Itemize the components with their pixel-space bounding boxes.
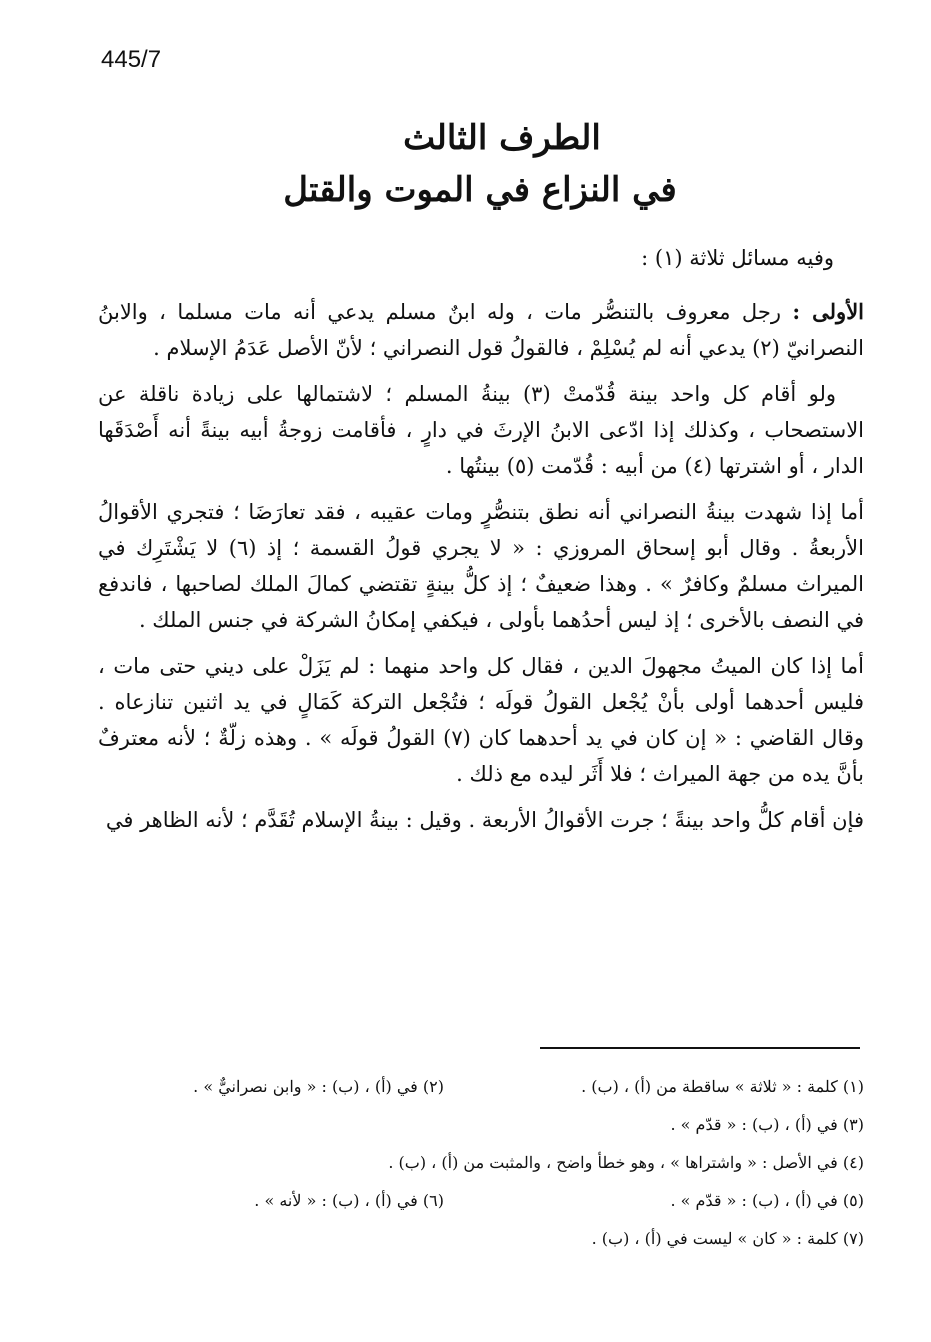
footnote-5: (٥) في (أ) ، (ب) : « قدّم » . bbox=[670, 1191, 864, 1210]
section-subtitle: في النزاع في الموت والقتل bbox=[283, 170, 677, 210]
paragraph: ولو أقام كل واحد بينة قُدّمتْ (٣) بينةُ المسلم ؛ لاشتمالها على زيادة ناقلة عن الاستصحاب ، وكذلك إذا ادّعى الابنُ الإرثَ في دارٍ ، فأقامت زوجةُ أبيه بينةً أنه أَصْدَقَها الدار ، أو اشترتها (٤) من أبيه : قُدّمت (٥) بينتُها . bbox=[98, 382, 864, 478]
paragraph: أما إذا كان الميتُ مجهولَ الدين ، فقال كل واحد منهما : لم يَزَلْ على ديني حتى مات ، فليس أحدهما أولى بأنْ يُجْعل القولُ قولَه ؛ فتُجْعل التركة كَمَالٍ في يد اثنين تنازعاه . وقال القاضي : « إن كان في يد أحدهما كان (٧) القولُ قولَه » . وهذه زلّةٌ ؛ لأنه معترفٌ بأنَّ يده من جهة الميراث ؛ فلا أَثَر ليده مع ذلك . bbox=[98, 654, 864, 786]
footnote-row bbox=[100, 1220, 864, 1258]
main-text bbox=[98, 240, 864, 848]
footnote-row bbox=[100, 1144, 864, 1182]
section-title: الطرف الثالث bbox=[403, 118, 601, 158]
footnotes bbox=[100, 1068, 864, 1258]
footnote-row bbox=[100, 1106, 864, 1144]
paragraph-first-issue bbox=[98, 294, 864, 366]
footnote-7: (٧) كلمة : « كان » ليست في (أ) ، (ب) . bbox=[591, 1229, 864, 1248]
paragraph: أما إذا شهدت بينةُ النصراني أنه نطق بتنصُّرٍ ومات عقيبه ، فقد تعارَضَا ؛ فتجري الأقوالُ الأربعةُ . وقال أبو إسحاق المروزي : « لا يجري قولُ القسمة ؛ إذ (٦) لا يَشْتَرِك في الميراث مسلمٌ وكافرٌ » . وهذا ضعيفٌ ؛ إذ كلُّ بينةٍ تقتضي كمالَ الملك لصاحبها ، فاندفع في النصف بالأخرى ؛ إذ ليس أحدُهما بأولى ، فيكفي إمكانُ الشركة في جنس الملك . bbox=[98, 500, 864, 632]
paragraph: فإن أقام كلُّ واحد بينةً ؛ جرت الأقوالُ الأربعة . وقيل : بينةُ الإسلام تُقَدَّم ؛ لأنه الظاهر في bbox=[105, 808, 864, 832]
footnote-1: (١) كلمة : « ثلاثة » ساقطة من (أ) ، (ب) . bbox=[581, 1077, 864, 1096]
footnote-4: (٤) في الأصل : « واشتراها » ، وهو خطأ واضح ، والمثبت من (أ) ، (ب) . bbox=[388, 1153, 864, 1172]
page-number: 445/7 bbox=[101, 46, 162, 73]
first-issue-text: رجل معروف بالتنصُّر مات ، وله ابنٌ مسلم يدعي أنه مات مسلما ، والابنُ النصرانيّ (٢) يدعي أنه لم يُسْلِمْ ، فالقولُ قول النصراني ؛ لأنّ الأصل عَدَمُ الإسلام . bbox=[98, 300, 864, 360]
footnote-3: (٣) في (أ) ، (ب) : « قدّم » . bbox=[670, 1115, 864, 1134]
first-issue-lead: الأولى : bbox=[792, 299, 865, 324]
footnote-2: (٢) في (أ) ، (ب) : « وابن نصرانيٌّ » . bbox=[193, 1077, 444, 1096]
intro-paragraph: وفيه مسائل ثلاثة (١) : bbox=[641, 246, 834, 270]
footnote-row bbox=[100, 1182, 864, 1220]
footnote-6: (٦) في (أ) ، (ب) : « لأنه » . bbox=[254, 1191, 444, 1210]
footnote-row bbox=[100, 1068, 864, 1106]
footnote-divider bbox=[540, 1047, 860, 1049]
